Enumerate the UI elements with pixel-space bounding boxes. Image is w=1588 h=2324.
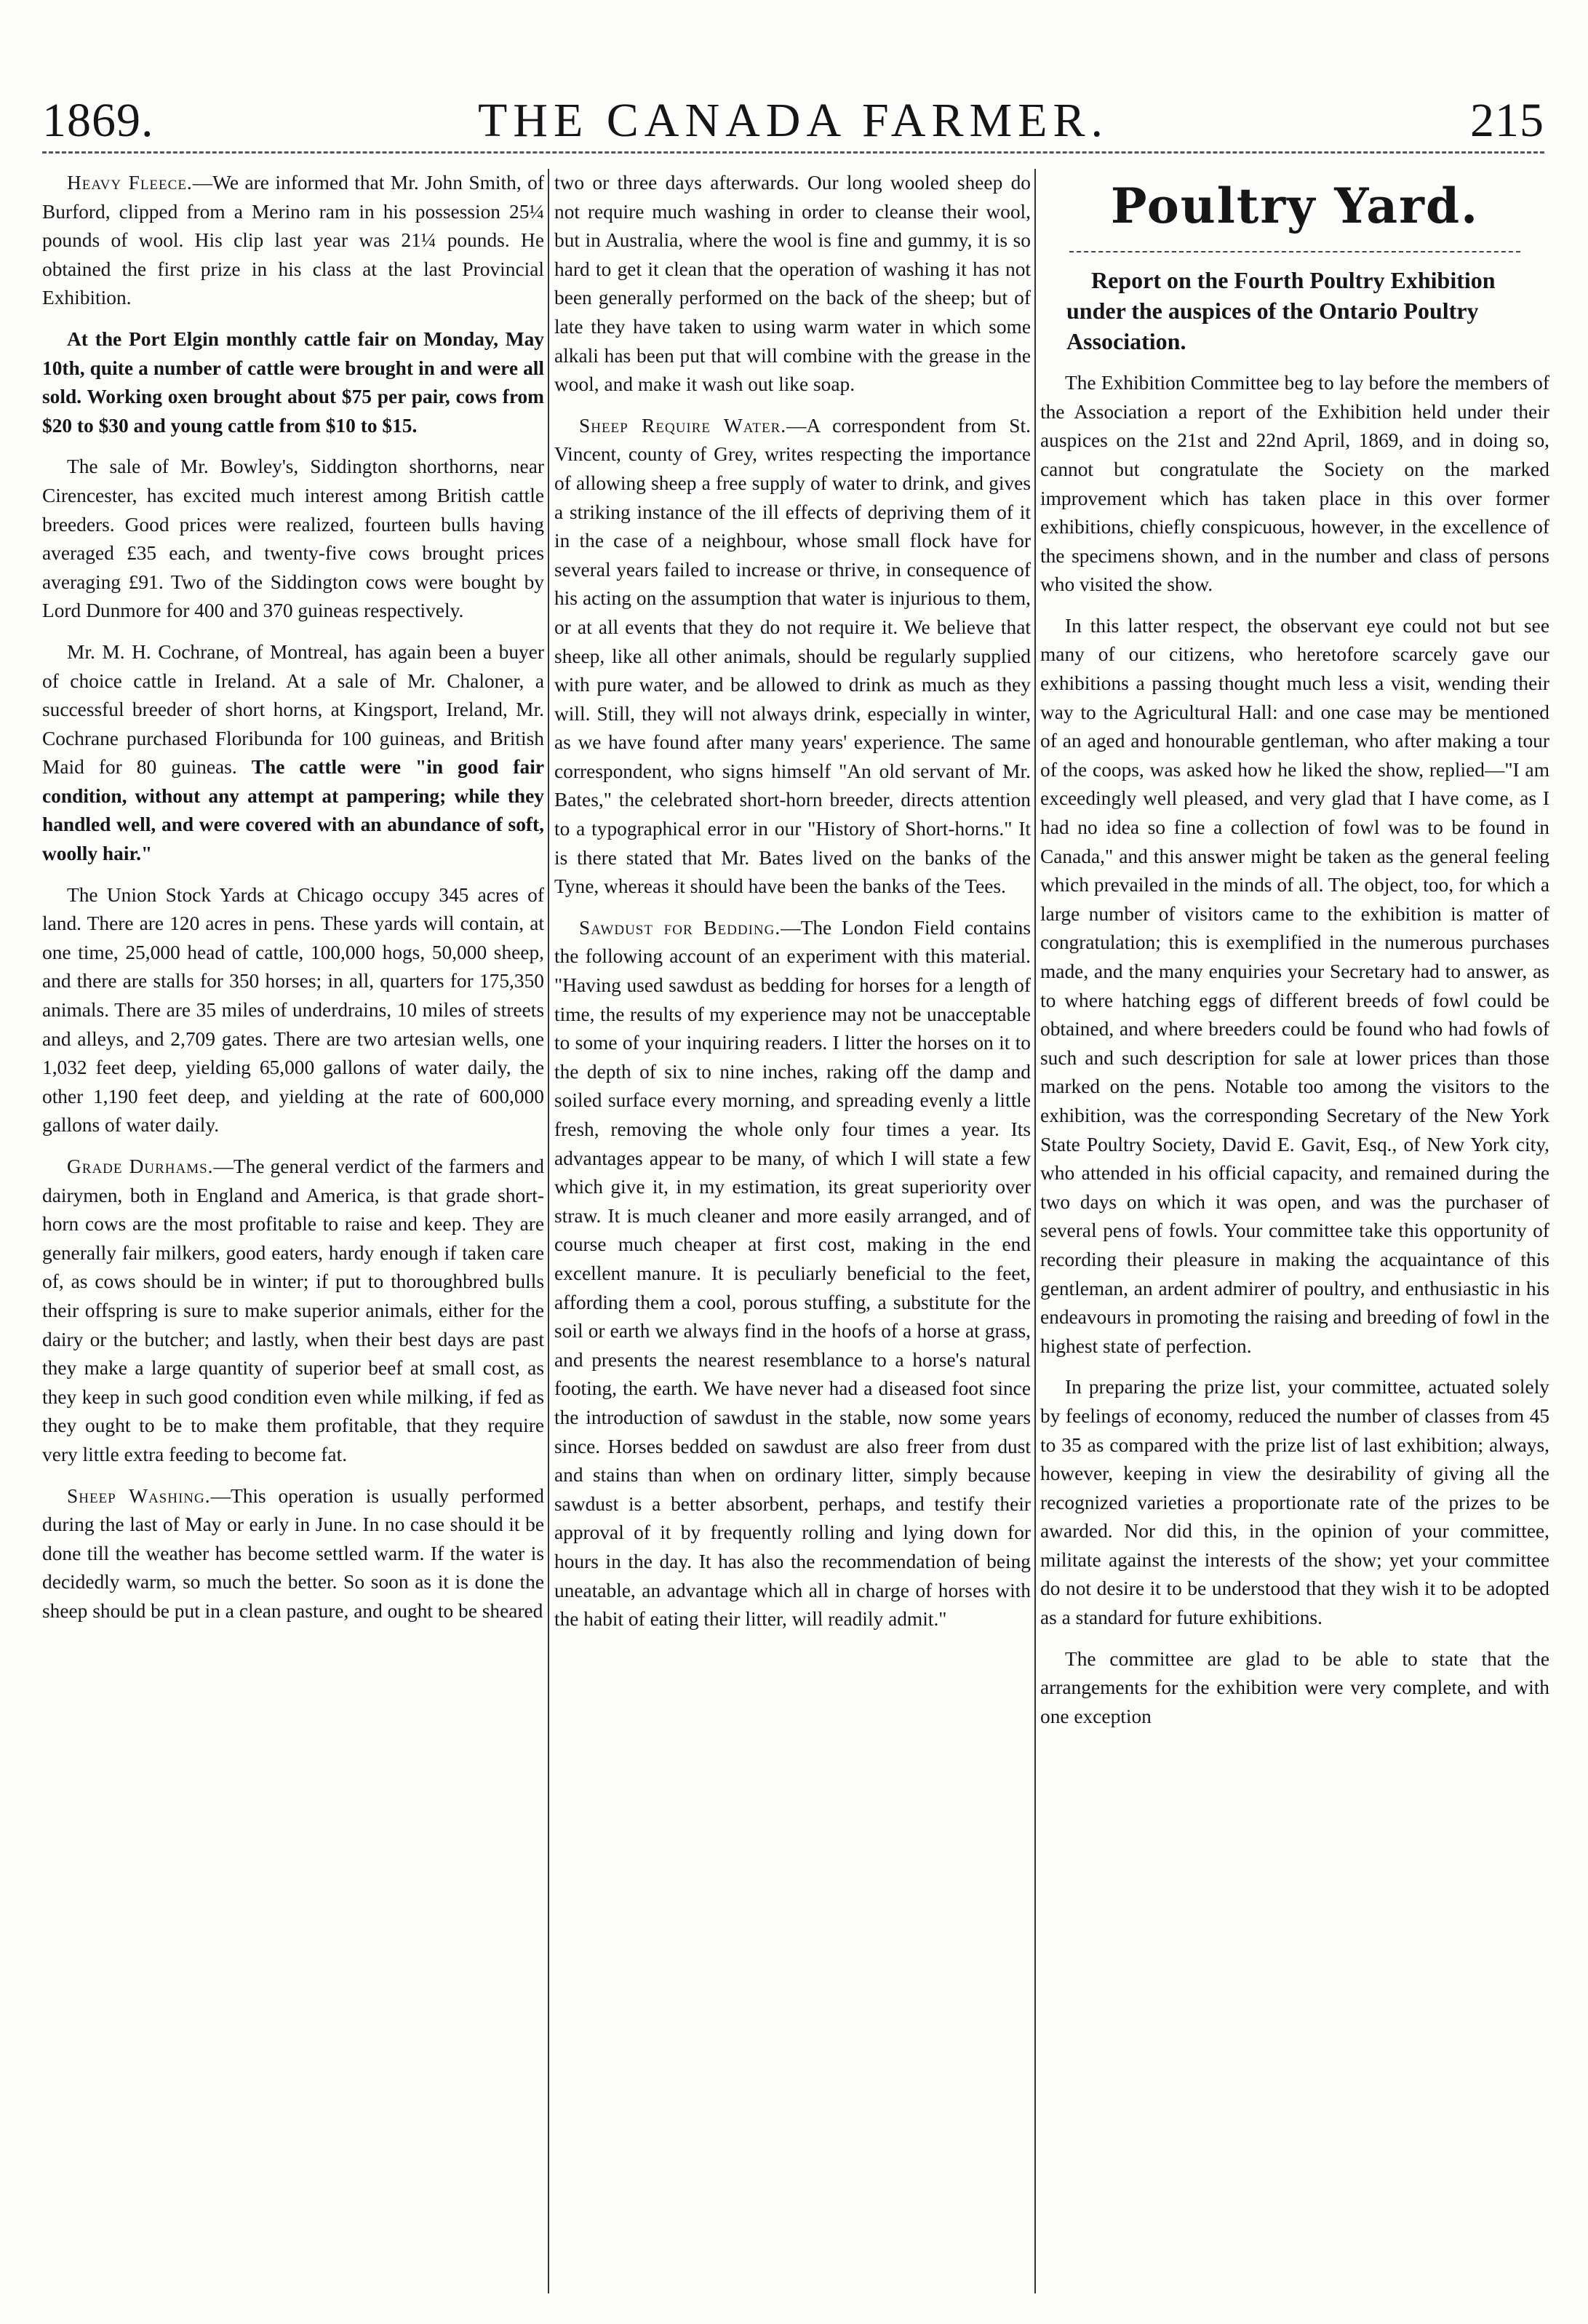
article-grade-durhams (42, 1153, 544, 1470)
page-year: 1869. (42, 94, 154, 147)
article-body: —The London Field contains the following account of an experiment with this material. "Having used sawdust as bedding for horses for a length of time, the results of my experience may not be unacceptable to some of your inquiring readers. I litter the horses on it to the depth of six to nine inches, raking off the damp and soiled surface every morning, and spreading evenly a little fresh, removing the whole only four times a year. Its advantages appear to be many, of which I will state a few which give it, in my estimation, its great superiority over straw. It is much cleaner and more easily arranged, and of course much cheaper at first cost, making in the end excellent manure. It is peculiarly beneficial to the feet, affording them a cool, porous stuffing, a substitute for the soil or earth we always find in the hoofs of a horse at grass, and presents the nearest resemblance to a horse's natural footing, the earth. We have never had a diseased foot since the introduction of sawdust in the stable, now some years since. Horses bedded on sawdust are also freer from dust and stains than when on ordinary litter, simply because sawdust is a better absorbent, perhaps, and testify their approval of it by frequently rolling and lying down for hours in the day. It has also the recommendation of being uneatable, an advantage which all in charge of horses with the habit of eating their litter, will readily admit." (554, 916, 1031, 1631)
column-3 (1040, 169, 1549, 2308)
section-title-poultry-yard: Poultry Yard. (1110, 178, 1480, 234)
section-rule (1069, 251, 1520, 252)
article-sheep-washing (42, 1482, 544, 1626)
article-sheep-washing-continued: two or three days afterwards. Our long wooled sheep do not require much washing in order to cleanse their wool, but in Australia, where the wool is fine and gummy, it is so hard to get it clean that the operation of washing it has not been generally performed on the back of the sheep; but of late they have taken to using warm water in which some alkali has been put that will combine with the grease in the wool, and make it wash out like soap. (554, 172, 1031, 396)
report-paragraph: In this latter respect, the observant eye could not but see many of our citizens, who heretofore scarcely gave our exhibitions a passing thought much less a visit, wending their way to the Agricultural Hall: and one case may be mentioned of an aged and honourable gentleman, who after making a tour of the coops, was asked how he liked the show, replied—"I am exceedingly well pleased, and very glad that I have come, as I had no idea so fine a collection of fowl was to be found in Canada," and this answer might be taken as the general feeling which prevailed in the minds of all. The object, too, for which a large number of visitors came to the exhibition is matter of congratulation; this is exemplified in the numerous purchases made, and the many enquiries your Secretary had to answer, as to where hatching eggs of different breeds of fowl could be obtained, and where breeders could be found who had fowls of such and such description for sale at lower prices than those marked on the pens. Notable too among the visitors to the exhibition, was the corresponding Secretary of the New York State Poultry Society, David E. Gavit, Esq., of New York city, who attended in his official capacity, and remained during the two days on which it was open, and was the purchaser of several pens of fowls. Your committee take this opportunity of recording their pleasure in making the acquaintance of this gentleman, an ardent admirer of poultry, and enthusiastic in his endeavours in promoting the raising and breeding of fowl in the highest state of perfection. (1040, 614, 1549, 1357)
article-body: Mr. M. H. Cochrane, of Montreal, has again been a buyer of choice cattle in Ireland. At a sale of Mr. Chaloner, a successful breeder of short horns, at Kingsport, Ireland, Mr. Cochrane purchased Floribunda for 100 guineas, and British Maid for 80 guineas. (42, 640, 544, 779)
masthead-title: THE CANADA FARMER. (477, 94, 1109, 147)
report-paragraph: In preparing the prize list, your committee, actuated solely by feelings of economy, reduced the number of classes from 45 to 35 as compared with the prize list of last exhibition; always, however, keeping in view the desirability of giving all the recognized varieties a proportionate rate of the prizes to be awarded. Nor did this, in the opinion of your committee, militate against the interests of the show; yet your committee do not desire it to be understood that they wish it to be adopted as a standard for future exhibitions. (1040, 1376, 1549, 1629)
article-sawdust-bedding (554, 914, 1031, 1634)
header-rule (42, 151, 1544, 154)
article-sheep-require-water (554, 412, 1031, 902)
page-header (42, 93, 1544, 159)
article-union-stock-yards: The Union Stock Yards at Chicago occupy 345 acres of land. There are 120 acres in pens. These yards will contain, at one time, 25,000 head of cattle, 100,000 hogs, 50,000 sheep, and there are stalls for 350 horses; in all, quarters for 175,350 animals. There are 35 miles of underdrains, 10 miles of streets and alleys, and 2,709 gates. There are two artesian wells, one 1,032 feet deep, yielding 65,000 gallons of water daily, the other 1,190 feet deep, and yielding at the rate of 600,000 gallons of water daily. (42, 883, 544, 1137)
column-divider (548, 169, 549, 2293)
page-number: 215 (1470, 94, 1544, 147)
article-lead: Grade Durhams. (67, 1155, 214, 1177)
article-lead: Sheep Washing. (67, 1484, 211, 1507)
column-divider (1034, 169, 1036, 2293)
article-port-elgin-fair: At the Port Elgin monthly cattle fair on Monday, May 10th, quite a number of cattle were brought in and were all sold. Working oxen brought about $75 per pair, cows from $20 to $30 and young cattle from $10 to $15. (42, 327, 544, 437)
article-body: —The general verdict of the farmers and dairymen, both in England and America, is that grade short-horn cows are the most profitable to raise and keep. They are generally fair milkers, good eaters, hardy enough if taken care of, as cows should be in winter; if put to thoroughbred bulls their offspring is sure to make superior animals, either for the dairy or the butcher; and lastly, when their best days are past they make a large quantity of superior beef at small cost, as they keep in such good condition even while milking, if fed as they ought to be to make them profitable, that they require very little extra feeding to become fat. (42, 1155, 544, 1465)
article-heavy-fleece (42, 169, 544, 313)
column-1 (42, 169, 544, 2308)
report-paragraph: The committee are glad to be able to state that the arrangements for the exhibition were very complete, and with one exception (1040, 1647, 1549, 1727)
column-2 (554, 169, 1031, 2308)
article-lead: Sheep Require Water. (579, 414, 787, 437)
article-body: —A correspondent from St. Vincent, county of Grey, writes respecting the importance of allowing sheep a free supply of water to drink, and gives a striking instance of the ill effects of depriving them of it in the case of a neighbour, whose small flock have for several years failed to increase or thrive, in consequence of his acting on the assumption that water is injurious to them, or at all events that they do not require it. We believe that sheep, like all other animals, should be regularly supplied with pure water, and be allowed to drink as much as they will. Still, they will not always drink, especially in winter, as we have found after many years' experience. The same correspondent, who signs himself "An old servant of Mr. Bates," the celebrated short-horn breeder, directs attention to a typographical error in our "History of Short-horns." It is there stated that Mr. Bates lived on the banks of the Tyne, whereas it should have been the banks of the Tees. (554, 414, 1031, 898)
article-lead: Heavy Fleece. (67, 172, 193, 194)
article-body: —This operation is usually performed during the last of May or early in June. In no case should it be done till the weather has become settled warm. If the water is decidedly warm, so much the better. So soon as it is done the sheep should be put in a clean pasture, and ought to be sheared (42, 1484, 544, 1622)
article-siddington-sale: The sale of Mr. Bowley's, Siddington shorthorns, near Cirencester, has excited much interest among British cattle breeders. Good prices were realized, fourteen bulls having averaged £35 each, and twenty-five cows brought prices averaging £91. Two of the Siddington cows were bought by Lord Dunmore for 400 and 370 guineas respectively. (42, 455, 544, 622)
article-body: —We are informed that Mr. John Smith, of Burford, clipped from a Merino ram in his possession 25¼ pounds of wool. His clip last year was 21¼ pounds. He obtained the first prize in his class at the last Provincial Exhibition. (42, 172, 544, 309)
article-quote: The cattle were "in good fair condition, without any attempt at pampering; while they handled well, and were covered with an abundance of soft, woolly hair." (42, 756, 544, 865)
report-heading: Report on the Fourth Poultry Exhibition under the auspices of the Ontario Poultry Association. (1066, 267, 1496, 354)
article-lead: Sawdust for Bedding. (579, 916, 781, 939)
article-cochrane-purchase (42, 638, 544, 869)
report-paragraph: The Exhibition Committee beg to lay before the members of the Association a report of the Exhibition held under their auspices on the 21st and 22nd April, 1869, and in doing so, cannot but congratulate the Society on the marked improvement which has taken place in this over former exhibitions, chiefly conspicuous, however, in the excellence of the specimens shown, and in the number and class of persons who visited the show. (1040, 372, 1549, 596)
